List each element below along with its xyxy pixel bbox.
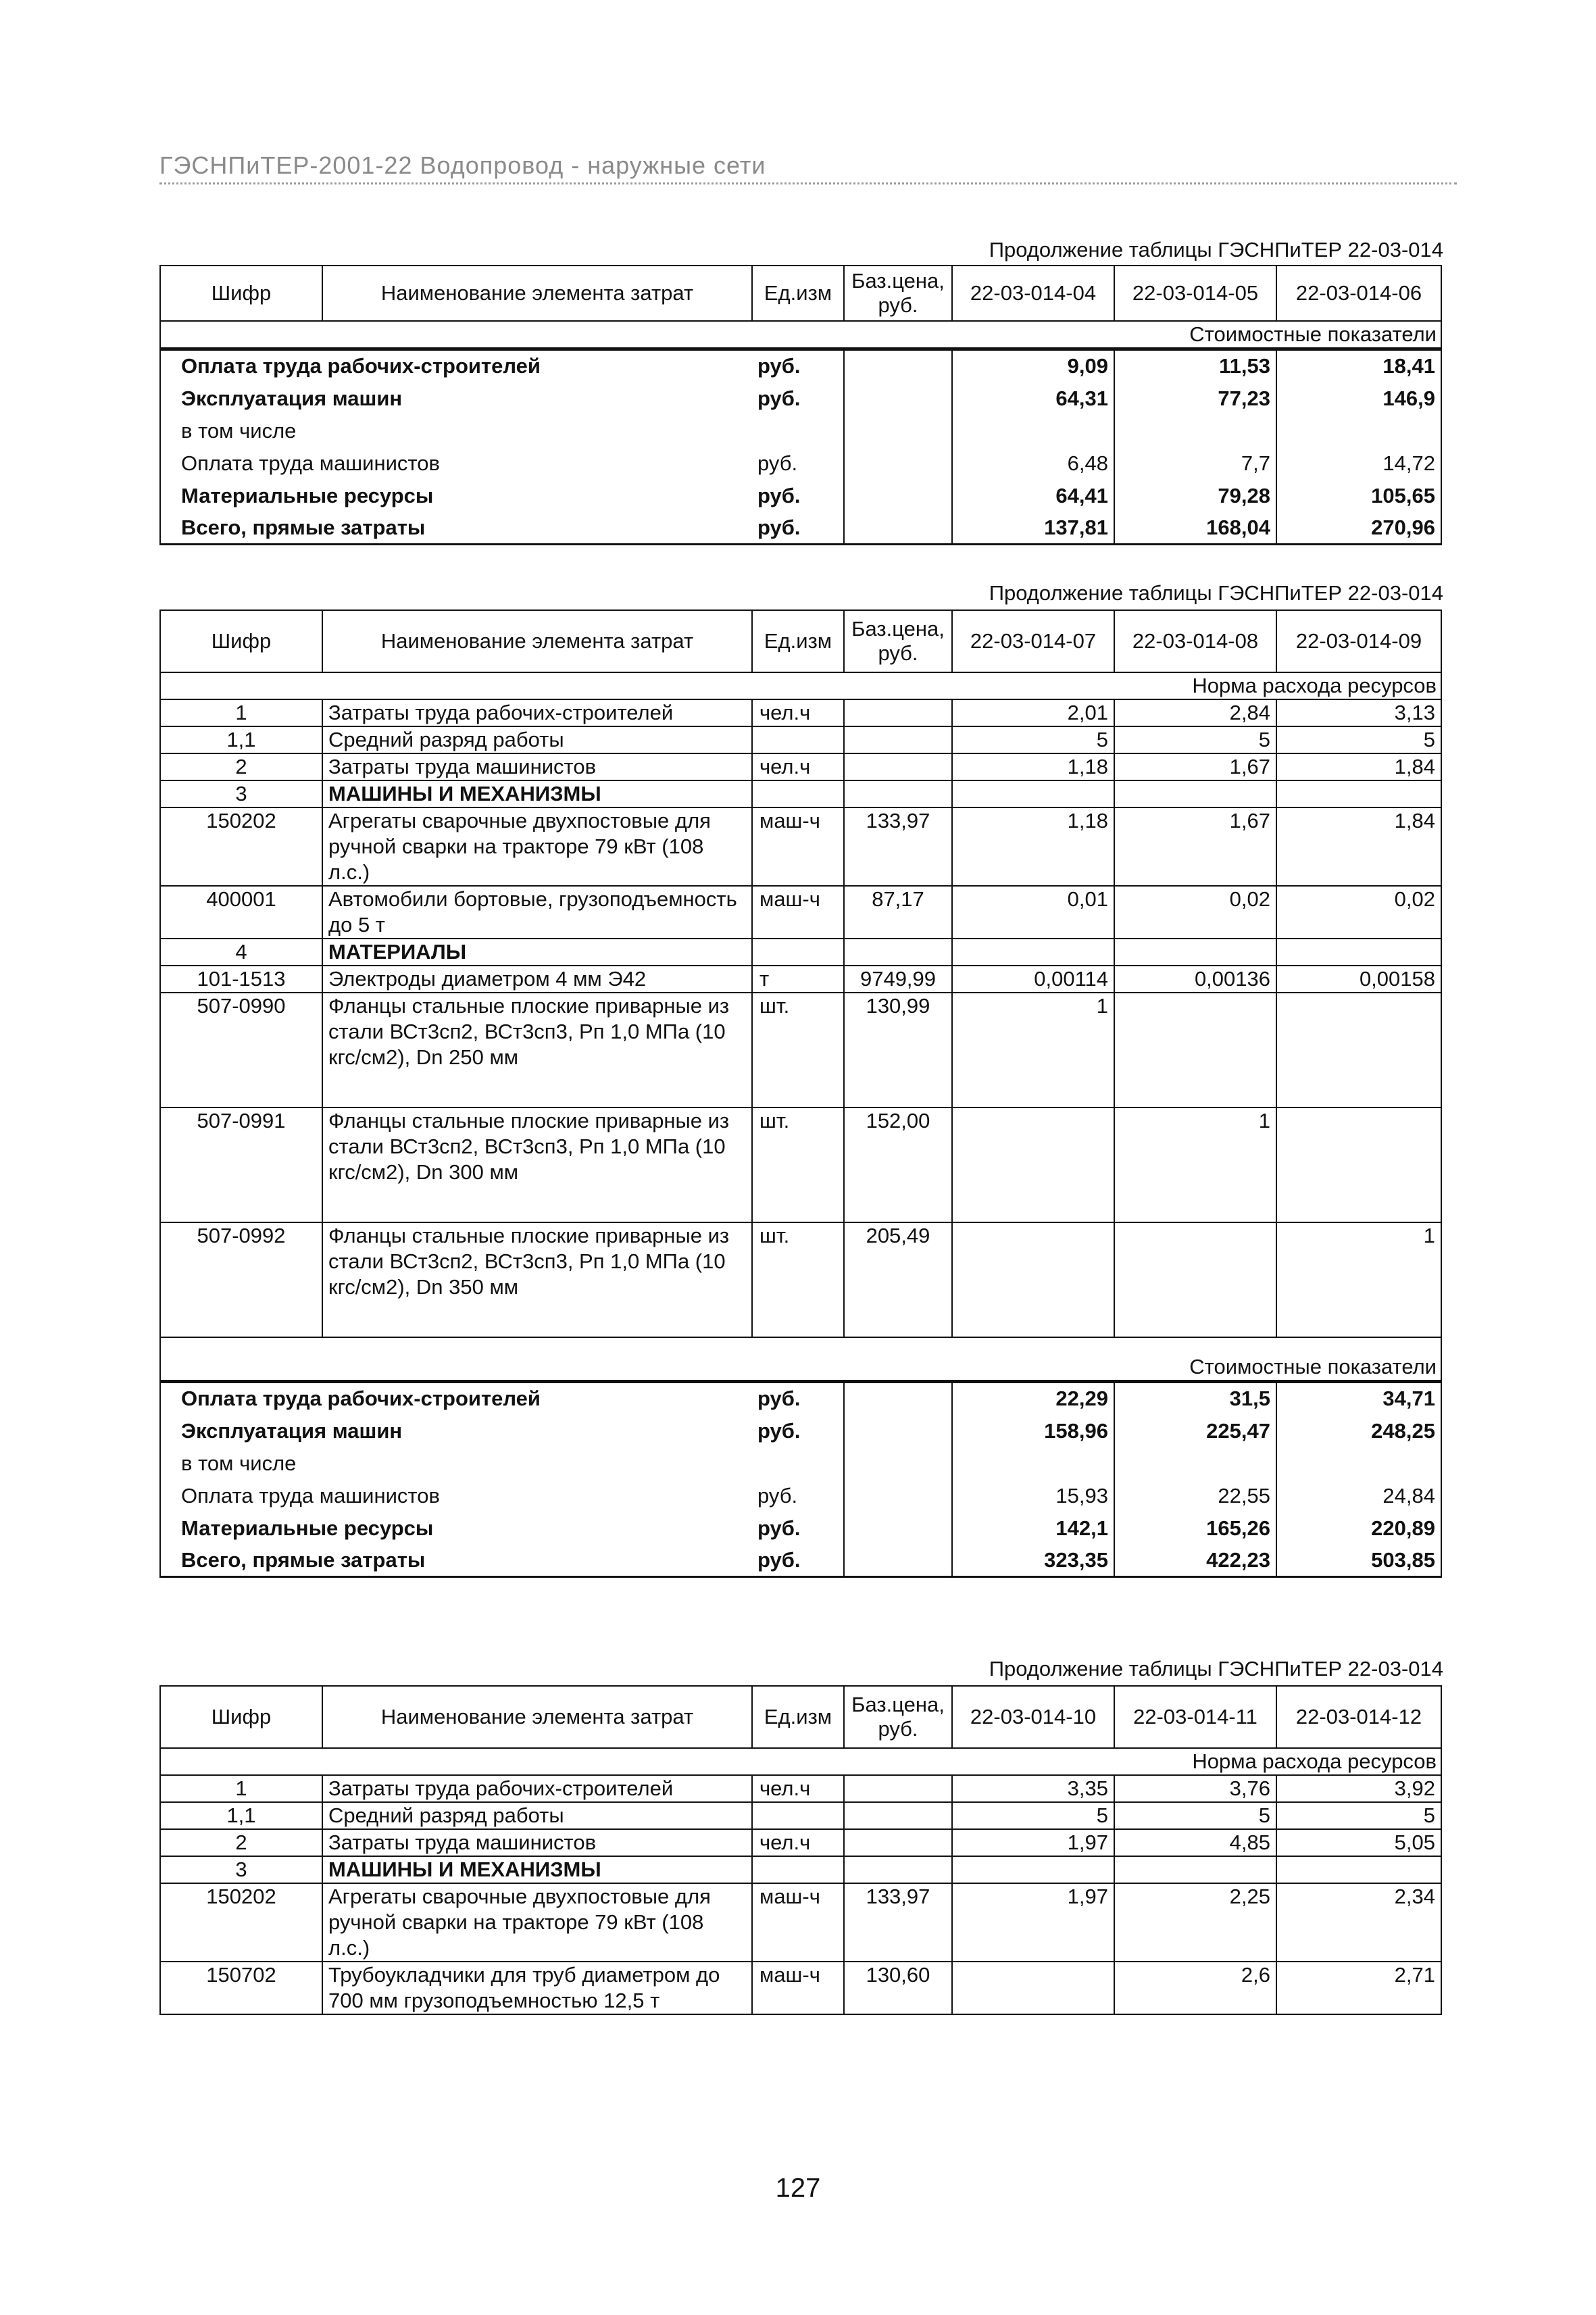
table-row [160, 1856, 1441, 1883]
row-unit [752, 1856, 844, 1883]
table-row [160, 1107, 1441, 1222]
cost-row [160, 480, 1441, 512]
row-value: 3,76 [1114, 1775, 1276, 1802]
row-value: 3,35 [952, 1775, 1114, 1802]
cost-price [844, 512, 952, 545]
cost-value [1276, 1447, 1441, 1480]
row-code: 3 [160, 780, 322, 807]
row-code: 1 [160, 1775, 322, 1802]
cost-price [844, 1545, 952, 1577]
row-value: 1,67 [1114, 807, 1276, 886]
row-name: Фланцы стальные плоские приварные из стали ВСт3сп2, ВСт3сп3, Рп 1,0 МПа (10 кгс/см2), Dn 300 мм [322, 1107, 752, 1222]
cost-price [844, 415, 952, 447]
cost-value: 422,23 [1114, 1545, 1276, 1577]
table-row [160, 1802, 1441, 1829]
row-name: Затраты труда рабочих-строителей [322, 699, 752, 726]
cost-price [844, 1383, 952, 1415]
row-code: 150702 [160, 1962, 322, 2014]
column-header-rate: 22-03-014-08 [1114, 610, 1276, 672]
column-header-rate: 22-03-014-10 [952, 1686, 1114, 1748]
row-value [952, 1856, 1114, 1883]
row-value: 2,84 [1114, 699, 1276, 726]
row-value: 1,18 [952, 807, 1114, 886]
row-value [952, 939, 1114, 966]
row-name: Средний разряд работы [322, 726, 752, 753]
row-value: 5 [952, 1802, 1114, 1829]
cost-price [844, 1480, 952, 1512]
column-header-name: Наименование элемента затрат [322, 266, 752, 321]
row-name: Фланцы стальные плоские приварные из стали ВСт3сп2, ВСт3сп3, Рп 1,0 МПа (10 кгс/см2), Dn 350 мм [322, 1222, 752, 1337]
cost-value: 14,72 [1276, 447, 1441, 480]
row-value: 1,84 [1276, 753, 1441, 780]
resource-table-2 [159, 609, 1441, 1578]
table-row [160, 807, 1441, 886]
row-price: 205,49 [844, 1222, 952, 1337]
cost-price [844, 1415, 952, 1447]
row-name: Электроды диаметром 4 мм Э42 [322, 966, 752, 993]
column-header-code: Шифр [160, 1686, 322, 1748]
cost-value: 142,1 [952, 1512, 1114, 1545]
table-row [160, 1775, 1441, 1802]
row-value [1276, 1856, 1441, 1883]
cost-row [160, 1383, 1441, 1415]
cost-value: 22,55 [1114, 1480, 1276, 1512]
row-value [1276, 1107, 1441, 1222]
cost-row [160, 1447, 1441, 1480]
cost-price [844, 350, 952, 382]
table-caption: Продолжение таблицы ГЭСНПиТЕР 22-03-014 [989, 581, 1443, 605]
table-caption: Продолжение таблицы ГЭСНПиТЕР 22-03-014 [989, 1657, 1443, 1681]
page-number: 127 [775, 2173, 821, 2203]
cost-value: 158,96 [952, 1415, 1114, 1447]
row-value: 0,00158 [1276, 966, 1441, 993]
cost-unit: руб. [752, 350, 844, 382]
row-code: 507-0991 [160, 1107, 322, 1222]
cost-row [160, 350, 1441, 382]
row-value: 2,01 [952, 699, 1114, 726]
row-code: 1,1 [160, 726, 322, 753]
row-unit: чел.ч [752, 1775, 844, 1802]
row-name: Средний разряд работы [322, 1802, 752, 1829]
row-price: 87,17 [844, 886, 952, 939]
table-row [160, 1962, 1441, 2014]
row-price [844, 726, 952, 753]
column-header-price: Баз.цена, руб. [844, 610, 952, 672]
table-row [160, 780, 1441, 807]
row-value [952, 1107, 1114, 1222]
cost-value: 225,47 [1114, 1415, 1276, 1447]
row-price [844, 939, 952, 966]
column-header-rate: 22-03-014-09 [1276, 610, 1441, 672]
column-header-unit: Ед.изм [752, 266, 844, 321]
row-value: 1,84 [1276, 807, 1441, 886]
row-name: Затраты труда рабочих-строителей [322, 1775, 752, 1802]
cost-name: Эксплуатация машин [160, 382, 752, 415]
cost-value: 18,41 [1276, 350, 1441, 382]
row-value: 2,34 [1276, 1883, 1441, 1962]
cost-name: Эксплуатация машин [160, 1415, 752, 1447]
row-unit: маш-ч [752, 1883, 844, 1962]
table-row [160, 993, 1441, 1107]
row-value: 0,00136 [1114, 966, 1276, 993]
row-name: МАТЕРИАЛЫ [322, 939, 752, 966]
cost-name: Всего, прямые затраты [160, 1545, 752, 1577]
row-code: 1 [160, 699, 322, 726]
cost-value: 24,84 [1276, 1480, 1441, 1512]
cost-name: Всего, прямые затраты [160, 512, 752, 545]
table-row [160, 1829, 1441, 1856]
row-name: Фланцы стальные плоские приварные из стали ВСт3сп2, ВСт3сп3, Рп 1,0 МПа (10 кгс/см2), Dn 250 мм [322, 993, 752, 1107]
cost-row [160, 415, 1441, 447]
cost-row [160, 1512, 1441, 1545]
row-code: 3 [160, 1856, 322, 1883]
column-header-unit: Ед.изм [752, 610, 844, 672]
row-code: 150202 [160, 1883, 322, 1962]
row-price [844, 1775, 952, 1802]
section-header: Норма расхода ресурсов [160, 672, 1441, 699]
row-price: 152,00 [844, 1107, 952, 1222]
row-value: 2,25 [1114, 1883, 1276, 1962]
row-code: 1,1 [160, 1802, 322, 1829]
row-unit: чел.ч [752, 699, 844, 726]
cost-row [160, 447, 1441, 480]
cost-unit [752, 415, 844, 447]
row-value [1114, 1856, 1276, 1883]
cost-value: 146,9 [1276, 382, 1441, 415]
cost-value: 137,81 [952, 512, 1114, 545]
section-header: Стоимостные показатели [160, 1337, 1441, 1380]
row-value: 5 [1114, 1802, 1276, 1829]
row-code: 4 [160, 939, 322, 966]
row-unit: чел.ч [752, 753, 844, 780]
row-price: 130,60 [844, 1962, 952, 2014]
row-name: Агрегаты сварочные двухпостовые для ручной сварки на тракторе 79 кВт (108 л.с.) [322, 807, 752, 886]
cost-unit: руб. [752, 480, 844, 512]
cost-table-1 [159, 265, 1441, 545]
row-value: 1 [952, 993, 1114, 1107]
cost-value [1276, 415, 1441, 447]
column-header-rate: 22-03-014-12 [1276, 1686, 1441, 1748]
cost-price [844, 1447, 952, 1480]
cost-value: 248,25 [1276, 1415, 1441, 1447]
row-code: 150202 [160, 807, 322, 886]
row-value: 1,97 [952, 1883, 1114, 1962]
row-unit: маш-ч [752, 1962, 844, 2014]
row-value [1276, 939, 1441, 966]
cost-unit: руб. [752, 382, 844, 415]
row-unit: шт. [752, 1222, 844, 1337]
column-header-name: Наименование элемента затрат [322, 1686, 752, 1748]
cost-value: 79,28 [1114, 480, 1276, 512]
table-row [160, 753, 1441, 780]
row-value: 5 [952, 726, 1114, 753]
cost-unit: руб. [752, 1415, 844, 1447]
cost-name: Материальные ресурсы [160, 1512, 752, 1545]
row-name: МАШИНЫ И МЕХАНИЗМЫ [322, 1856, 752, 1883]
cost-price [844, 1512, 952, 1545]
cost-price [844, 382, 952, 415]
row-price [844, 1856, 952, 1883]
row-value: 1,67 [1114, 753, 1276, 780]
cost-row [160, 512, 1441, 545]
row-unit [752, 939, 844, 966]
cost-value: 6,48 [952, 447, 1114, 480]
row-value: 0,01 [952, 886, 1114, 939]
cost-value: 7,7 [1114, 447, 1276, 480]
row-value [952, 780, 1114, 807]
row-name: Трубоукладчики для труб диаметром до 700 мм грузоподъемностью 12,5 т [322, 1962, 752, 2014]
row-value: 3,13 [1276, 699, 1441, 726]
row-price: 133,97 [844, 807, 952, 886]
row-value: 1,97 [952, 1829, 1114, 1856]
table-row [160, 966, 1441, 993]
row-value [952, 1962, 1114, 2014]
cost-unit [752, 1447, 844, 1480]
column-header-rate: 22-03-014-11 [1114, 1686, 1276, 1748]
column-header-price: Баз.цена, руб. [844, 1686, 952, 1748]
column-header-code: Шифр [160, 266, 322, 321]
cost-unit: руб. [752, 1383, 844, 1415]
section-header: Стоимостные показатели [160, 321, 1441, 348]
row-value [1114, 1222, 1276, 1337]
cost-value: 64,31 [952, 382, 1114, 415]
cost-name: в том числе [160, 415, 752, 447]
row-unit: маш-ч [752, 807, 844, 886]
row-value: 0,02 [1114, 886, 1276, 939]
cost-value: 220,89 [1276, 1512, 1441, 1545]
cost-value [1114, 415, 1276, 447]
cost-row [160, 1415, 1441, 1447]
row-code: 101-1513 [160, 966, 322, 993]
cost-value: 105,65 [1276, 480, 1441, 512]
column-header-rate: 22-03-014-05 [1114, 266, 1276, 321]
row-value: 5,05 [1276, 1829, 1441, 1856]
row-value: 0,02 [1276, 886, 1441, 939]
row-value: 4,85 [1114, 1829, 1276, 1856]
column-header-name: Наименование элемента затрат [322, 610, 752, 672]
row-value: 5 [1276, 726, 1441, 753]
row-price [844, 753, 952, 780]
table-row [160, 699, 1441, 726]
table-row [160, 1883, 1441, 1962]
column-header-price: Баз.цена, руб. [844, 266, 952, 321]
row-code: 2 [160, 753, 322, 780]
cost-name: Оплата труда машинистов [160, 1480, 752, 1512]
row-unit: шт. [752, 1107, 844, 1222]
cost-value: 15,93 [952, 1480, 1114, 1512]
cost-value: 22,29 [952, 1383, 1114, 1415]
column-header-rate: 22-03-014-04 [952, 266, 1114, 321]
cost-unit: руб. [752, 512, 844, 545]
row-value [1114, 939, 1276, 966]
row-code: 507-0990 [160, 993, 322, 1107]
cost-summary [159, 349, 1442, 545]
row-value: 1,18 [952, 753, 1114, 780]
cost-value: 323,35 [952, 1545, 1114, 1577]
column-header-unit: Ед.изм [752, 1686, 844, 1748]
row-unit [752, 1802, 844, 1829]
row-value: 1 [1276, 1222, 1441, 1337]
row-value [952, 1222, 1114, 1337]
row-price [844, 1829, 952, 1856]
resource-table-3 [159, 1685, 1441, 2015]
row-price [844, 699, 952, 726]
row-name: Автомобили бортовые, грузоподъемность до 5 т [322, 886, 752, 939]
cost-value [952, 415, 1114, 447]
cost-row [160, 382, 1441, 415]
cost-name: Оплата труда рабочих-строителей [160, 1383, 752, 1415]
cost-unit: руб. [752, 447, 844, 480]
row-value: 0,00114 [952, 966, 1114, 993]
cost-value: 503,85 [1276, 1545, 1441, 1577]
row-value [1114, 780, 1276, 807]
row-value: 5 [1276, 1802, 1441, 1829]
section-header: Норма расхода ресурсов [160, 1748, 1441, 1775]
cost-unit: руб. [752, 1545, 844, 1577]
row-name: МАШИНЫ И МЕХАНИЗМЫ [322, 780, 752, 807]
row-code: 507-0992 [160, 1222, 322, 1337]
cost-name: в том числе [160, 1447, 752, 1480]
table-row [160, 939, 1441, 966]
row-unit: маш-ч [752, 886, 844, 939]
row-unit [752, 726, 844, 753]
column-header-rate: 22-03-014-07 [952, 610, 1114, 672]
cost-value: 77,23 [1114, 382, 1276, 415]
row-price: 133,97 [844, 1883, 952, 1962]
row-value: 5 [1114, 726, 1276, 753]
cost-name: Оплата труда машинистов [160, 447, 752, 480]
cost-value: 64,41 [952, 480, 1114, 512]
cost-value [952, 1447, 1114, 1480]
row-value: 1 [1114, 1107, 1276, 1222]
row-value [1114, 993, 1276, 1107]
row-price: 130,99 [844, 993, 952, 1107]
row-price [844, 780, 952, 807]
row-value [1276, 993, 1441, 1107]
column-header-code: Шифр [160, 610, 322, 672]
cost-value: 11,53 [1114, 350, 1276, 382]
cost-value: 270,96 [1276, 512, 1441, 545]
table-caption: Продолжение таблицы ГЭСНПиТЕР 22-03-014 [989, 238, 1443, 262]
cost-value: 168,04 [1114, 512, 1276, 545]
row-unit [752, 780, 844, 807]
cost-summary [159, 1381, 1442, 1578]
cost-value: 34,71 [1276, 1383, 1441, 1415]
row-value: 2,71 [1276, 1962, 1441, 2014]
row-name: Затраты труда машинистов [322, 1829, 752, 1856]
row-code: 2 [160, 1829, 322, 1856]
cost-row [160, 1545, 1441, 1577]
table-row [160, 1222, 1441, 1337]
cost-value: 31,5 [1114, 1383, 1276, 1415]
row-unit: шт. [752, 993, 844, 1107]
table-row [160, 886, 1441, 939]
cost-value [1114, 1447, 1276, 1480]
column-header-rate: 22-03-014-06 [1276, 266, 1441, 321]
cost-value: 165,26 [1114, 1512, 1276, 1545]
row-name: Затраты труда машинистов [322, 753, 752, 780]
cost-name: Материальные ресурсы [160, 480, 752, 512]
row-code: 400001 [160, 886, 322, 939]
row-price [844, 1802, 952, 1829]
row-unit: т [752, 966, 844, 993]
row-unit: чел.ч [752, 1829, 844, 1856]
cost-name: Оплата труда рабочих-строителей [160, 350, 752, 382]
row-value: 2,6 [1114, 1962, 1276, 2014]
table-row [160, 726, 1441, 753]
cost-unit: руб. [752, 1480, 844, 1512]
row-name: Агрегаты сварочные двухпостовые для ручной сварки на тракторе 79 кВт (108 л.с.) [322, 1883, 752, 1962]
row-value [1276, 780, 1441, 807]
cost-unit: руб. [752, 1512, 844, 1545]
document-header: ГЭСНПиТЕР-2001-22 Водопровод - наружные сети [159, 151, 1457, 184]
cost-price [844, 447, 952, 480]
row-value: 3,92 [1276, 1775, 1441, 1802]
cost-price [844, 480, 952, 512]
cost-value: 9,09 [952, 350, 1114, 382]
row-price: 9749,99 [844, 966, 952, 993]
cost-row [160, 1480, 1441, 1512]
